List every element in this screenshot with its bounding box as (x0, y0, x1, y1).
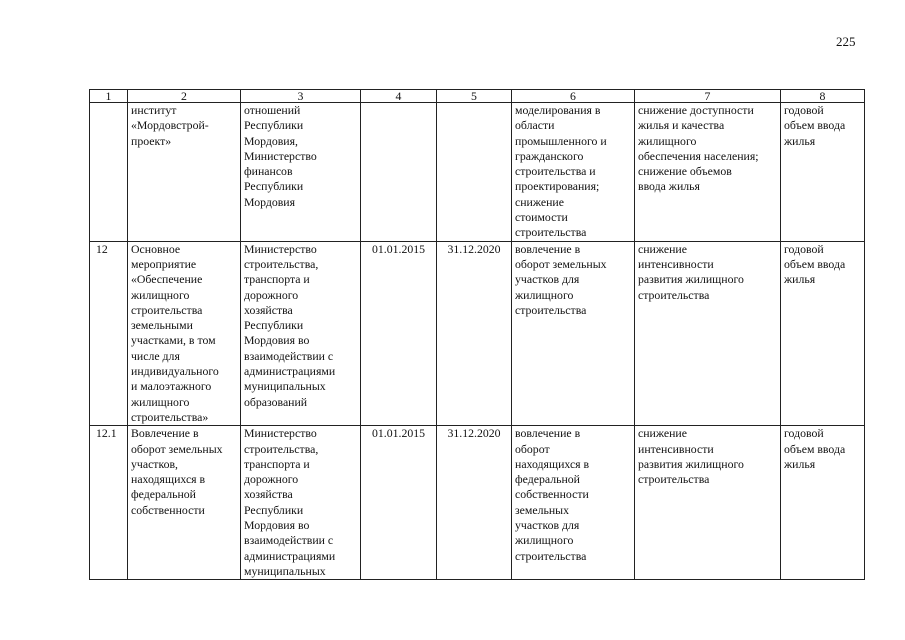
end-date-cell (437, 103, 512, 242)
table-header-row (90, 90, 865, 103)
expected-result-cell: вовлечение в оборот находящихся в федеральной собственности земельных участков для жилищного строительства (512, 426, 635, 580)
end-date-cell: 31.12.2020 (437, 426, 512, 580)
start-date-cell: 01.01.2015 (361, 241, 437, 426)
table-row (90, 241, 865, 426)
expected-result-cell: вовлечение в оборот земельных участков для жилищного строительства (512, 241, 635, 426)
column-header: 7 (635, 90, 781, 103)
column-header: 2 (128, 90, 241, 103)
consequences-cell: снижение интенсивности развития жилищного строительства (635, 241, 781, 426)
table-row (90, 426, 865, 580)
executor-cell: Министерство строительства, транспорта и дорожного хозяйства Республики Мордовия во взаимодействии с администрациями муниципальных (241, 426, 361, 580)
column-header: 1 (90, 90, 128, 103)
column-header: 5 (437, 90, 512, 103)
start-date-cell (361, 103, 437, 242)
end-date-cell: 31.12.2020 (437, 241, 512, 426)
start-date-cell: 01.01.2015 (361, 426, 437, 580)
consequences-cell: снижение доступности жилья и качества жилищного обеспечения населения; снижение объемов ввода жилья (635, 103, 781, 242)
indicator-cell: годовой объем ввода жилья (781, 426, 865, 580)
indicator-cell: годовой объем ввода жилья (781, 103, 865, 242)
executor-cell: отношений Республики Мордовия, Министерство финансов Республики Мордовия (241, 103, 361, 242)
table-row (90, 103, 865, 242)
indicator-cell: годовой объем ввода жилья (781, 241, 865, 426)
row-number-cell (90, 103, 128, 242)
row-number-cell: 12.1 (90, 426, 128, 580)
executor-cell: Министерство строительства, транспорта и дорожного хозяйства Республики Мордовия во взаимодействии с администрациями муниципальных образований (241, 241, 361, 426)
measure-name-cell: институт «Мордовстрой- проект» (128, 103, 241, 242)
consequences-cell: снижение интенсивности развития жилищного строительства (635, 426, 781, 580)
column-header: 4 (361, 90, 437, 103)
column-header: 3 (241, 90, 361, 103)
expected-result-cell: моделирования в области промышленного и гражданского строительства и проектирования; снижение стоимости строительства (512, 103, 635, 242)
measure-name-cell: Основное мероприятие «Обеспечение жилищного строительства земельными участками, в том числе для индивидуального и малоэтажного жилищного строительства» (128, 241, 241, 426)
row-number-cell: 12 (90, 241, 128, 426)
measure-name-cell: Вовлечение в оборот земельных участков, находящихся в федеральной собственности (128, 426, 241, 580)
measures-table (89, 89, 865, 580)
page-number: 225 (836, 34, 856, 49)
column-header: 8 (781, 90, 865, 103)
column-header: 6 (512, 90, 635, 103)
